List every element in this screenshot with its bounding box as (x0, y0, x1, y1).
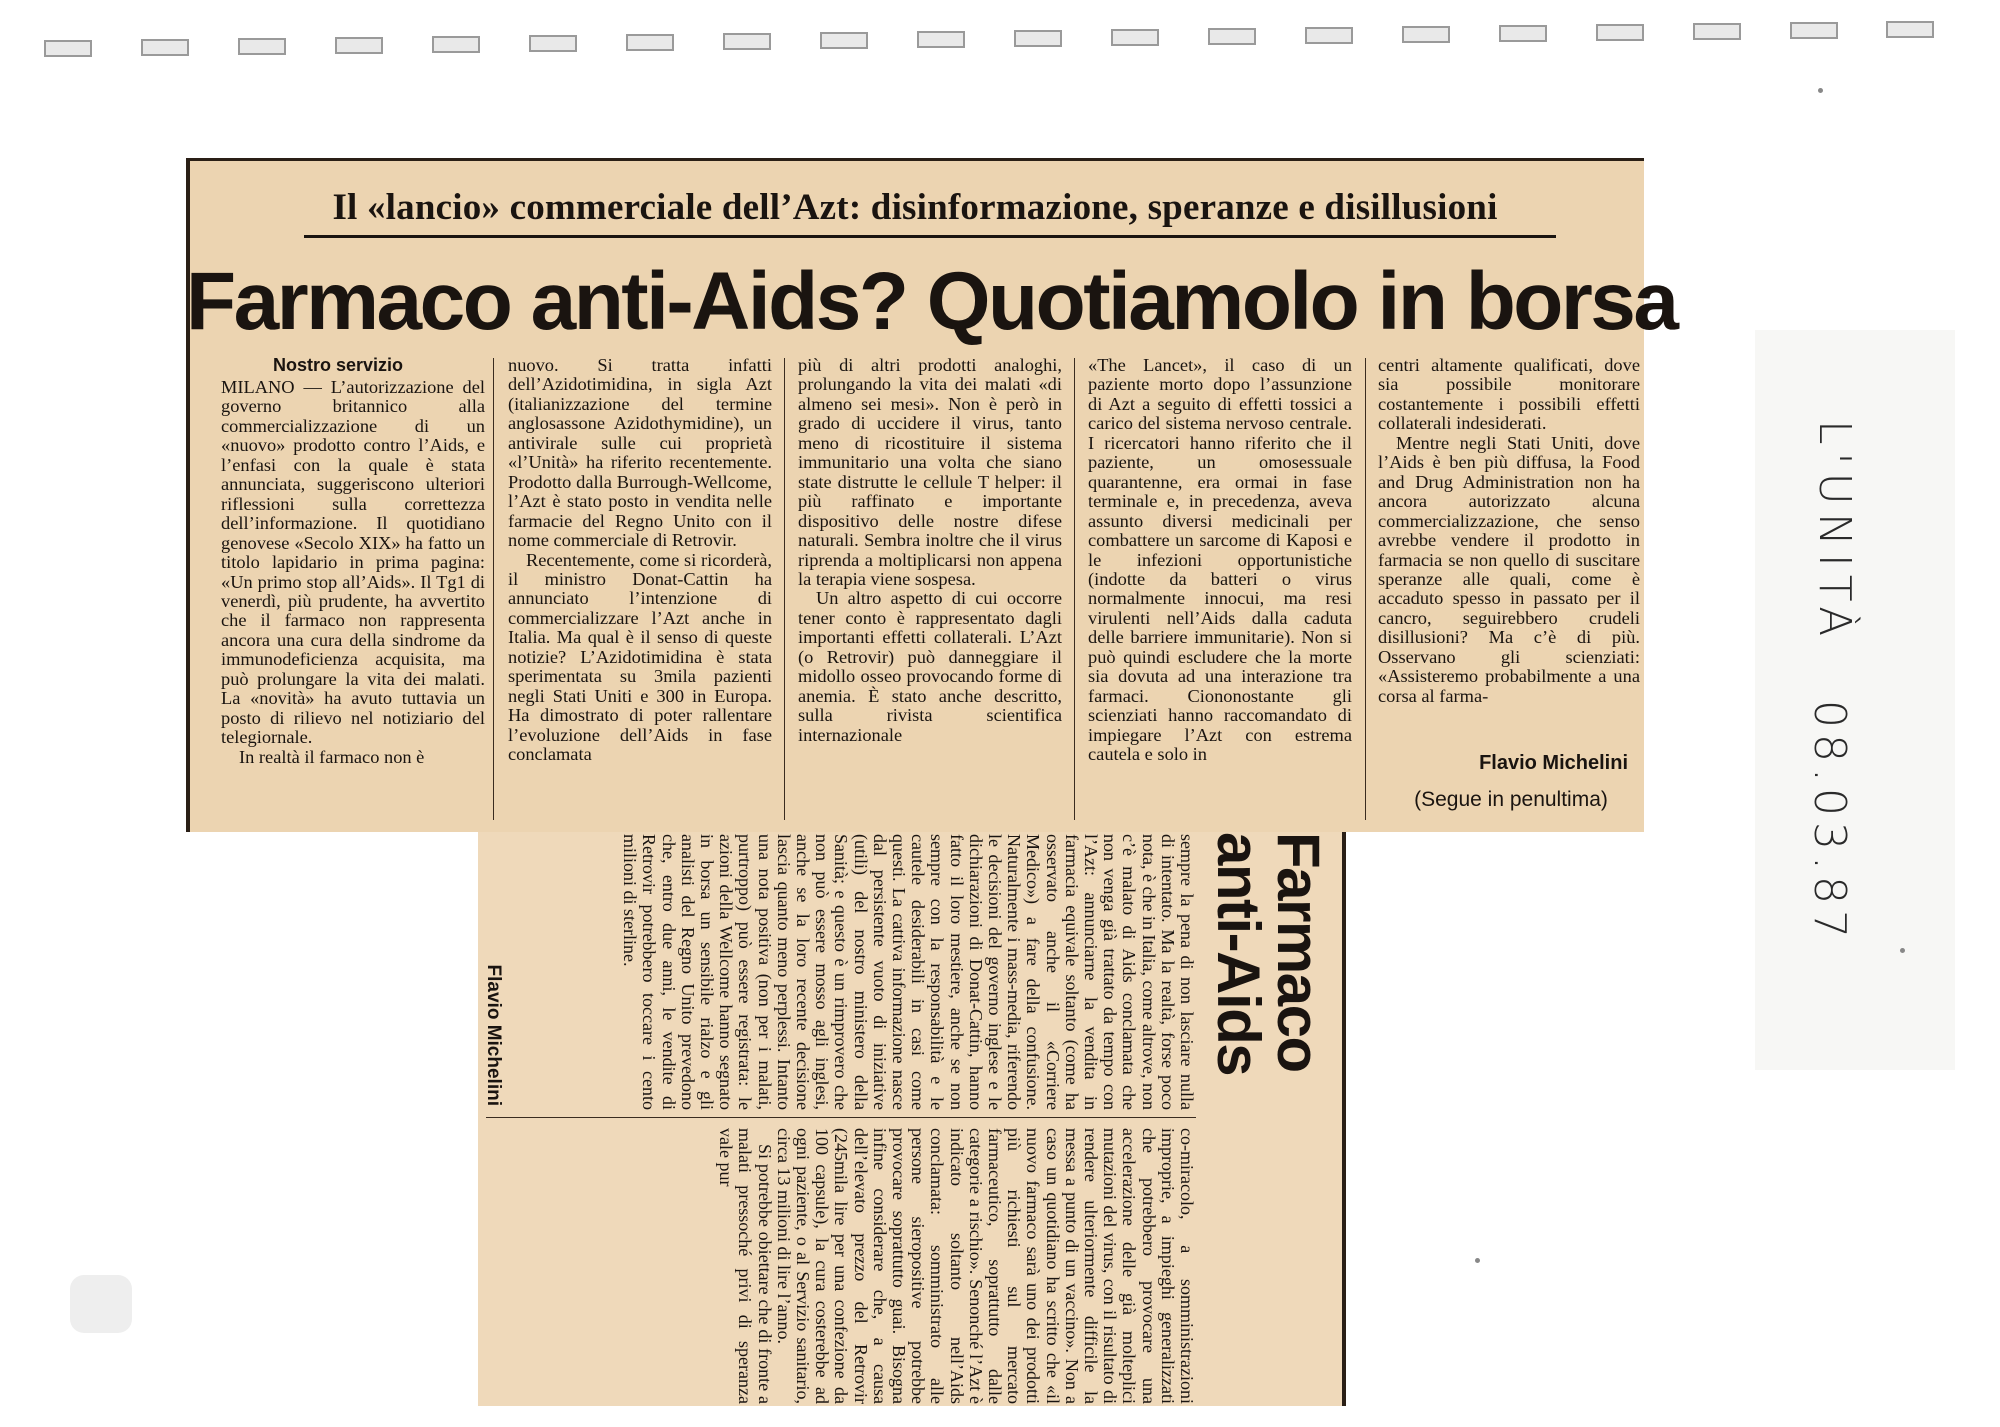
rotated-continuation (478, 832, 1346, 1406)
binder-hole (1886, 21, 1934, 38)
paragraph: «The Lancet», il caso di un paziente morto dopo l’assunzione di Azt a seguito di effetti tossici a carico del sistema nervoso centrale. I ricercatori hanno riferito che il paziente, un omosessuale quarantenne, era ormai in fase terminale e, in precedenza, aveva assunto diversi medicinali per combattere un sarcome di Kaposi e le infezioni opportunistiche (indotte da batteri o virus normalmente innocui, ma resi virulenti nell’Aids dalla caduta delle barriere immunitarie). Non si può quindi escludere che la morte sia dovuta ad una interazione tra farmaci. Ciononostante gli scienziati hanno raccomandato di impiegare l’Azt con estrema cautela e solo in (1088, 355, 1352, 765)
handwritten-date: 08.03.87 (1804, 700, 1855, 944)
paragraph: nuovo. Si tratta infatti dell’Azidotimidina, in sigla Azt (italianizzazione del termine anglosassone Azidothymidine), un antivirale sulle cui proprietà «l’Unità» ha riferito recentemente. Prodotto dalla Burrough-Wellcome, l’Azt è stato posto in vendita nelle farmacie del Regno Unito con il nome commerciale di Retrovir. (508, 355, 772, 551)
binder-hole (44, 40, 92, 57)
binder-hole (141, 39, 189, 56)
column-rule (1074, 358, 1075, 820)
binder-hole (1305, 27, 1353, 44)
binder-hole (1693, 23, 1741, 40)
article-column-2 (508, 356, 772, 765)
paragraph: MILANO — L’autorizzazione del governo britannico alla commercializzazione di un «nuovo» prodotto contro l’Aids, e l’enfasi con la quale è stata annunciata, suggeriscono ulteriori riflessioni sulla correttezza dell’informazione. Il quotidiano genovese «Secolo XIX» ha fatto un titolo lapidario in prima pagina: «Un primo stop all’Aids». Il Tg1 di venerdì, più prudente, ha avvertito che il farmaco non rappresenta ancora una cura della sindrome da immunodeficienza acquisita, ma può prolungare la vita dei malati. La «novità» ha avuto tuttavia un posto di rilievo nel notiziario del telegiornale. (221, 377, 485, 748)
binder-hole (723, 33, 771, 50)
paragraph: co-miracolo, a somministrazioni improprie, a impieghi generalizzati che potrebbero provocare una accelerazione delle già molteplici mutazioni del virus, con il risultato di rendere ulteriormente difficile la messa a punto di un vaccino». Non a caso un quotidiano ha scritto che «il nuovo farmaco sarà uno dei prodotti più richiesti sul mercato farmaceutico, soprattutto dalle categorie a rischio». Senonché l’Azt è indicato soltanto nell’Aids conclamata: somministrato alle persone sieropositive potrebbe provocare soprattutto guai. Bisogna infine considerare che, a causa dell’elevato prezzo del Retrovir (245mila lire per una confezione da 100 capsule), la cura costerebbe ad ogni paziente, o al Servizio sanitario, circa 13 milioni di lire l’anno. (773, 1128, 1197, 1404)
continuation-column-left (620, 834, 1196, 1110)
scan-dot (1818, 88, 1823, 93)
paragraph: Un altro aspetto di cui occorre tener conto è rappresentato dagli importanti effetti collaterali. L’Azt (o Retrovir) può danneggiare il midollo osseo provocando forme di anemia. È stato anche descritto, sulla rivista scientifica internazionale (798, 588, 1062, 745)
continuation-column-right (716, 1128, 1196, 1404)
article-kicker: Il «lancio» commerciale dell’Azt: disinformazione, speranze e disillusioni (332, 187, 1498, 228)
column-rule (486, 1117, 1196, 1118)
binder-hole (1402, 26, 1450, 43)
paragraph: Si potrebbe obiettare che di fronte a malati pressoché privi di speranza vale pur (716, 1128, 775, 1404)
kicker-underline (304, 235, 1556, 238)
binder-hole (1208, 28, 1256, 45)
binder-hole (1111, 29, 1159, 46)
handwritten-paper-name: L'UNITÀ (1809, 420, 1860, 645)
article-column-5 (1378, 356, 1640, 706)
article-column-3 (798, 356, 1062, 745)
column-rule (784, 358, 785, 820)
service-label: Nostro servizio (273, 355, 404, 375)
paragraph: più di altri prodotti analoghi, prolungando la vita dei malati «di almeno sei mesi». Non è però in grado di uccidere il virus, tanto meno di ricostituire il sistema immunitario una volta che siano state distrutte le cellule T helper: il più raffinato e importante dispositivo delle nostre difese naturali. Sembra inoltre che il virus riprenda a moltiplicarsi non appena la terapia viene sospesa. (798, 355, 1062, 589)
paragraph: Recentemente, come si ricorderà, il ministro Donat-Cattin ha annunciato l’intenzione di commercializzare l’Azt anche in Italia. Ma qual è il senso di queste notizie? L’Azidotimidina è stata sperimentata su 3mila pazienti negli Stati Uniti e 300 in Europa. Ha dimostrato di poter rallentare l’evoluzione dell’Aids in fase conclamata (508, 549, 772, 765)
continuation-headline-line1: Farmaco (1265, 832, 1332, 1072)
article-column-1 (221, 354, 485, 767)
binder-hole (238, 38, 286, 55)
binder-hole (1596, 24, 1644, 41)
top-rule (186, 158, 1644, 161)
binder-hole (1790, 22, 1838, 39)
scan-smudge (70, 1275, 132, 1333)
continued-note: (Segue in penultima) (1414, 788, 1608, 811)
paragraph: Mentre negli Stati Uniti, dove l’Aids è ben più diffusa, la Food and Drug Administration non ha ancora autorizzato alcuna commercializzazione, che senso avrebbe vendere il prodotto in farmacia se non quello di suscitare speranze alle quali, come è accaduto spesso in passato per il cancro, seguirebbero crudeli disillusioni? Ma c’è di più. Osservano gli scienziati: «Assisteremo probabilmente a una corsa al farma- (1378, 432, 1640, 706)
continuation-headline-line2: anti-Aids (1205, 832, 1272, 1076)
binder-hole (1014, 30, 1062, 47)
binder-hole (917, 31, 965, 48)
scan-dot (1900, 948, 1905, 953)
continuation-headline (1178, 832, 1346, 1406)
binder-hole (432, 36, 480, 53)
binder-hole (1499, 25, 1547, 42)
binder-hole (820, 32, 868, 49)
article-clipping-continuation (478, 832, 1346, 1406)
binder-strip (40, 16, 1940, 60)
article-clipping-main (186, 158, 1677, 832)
column-rule (493, 358, 494, 820)
continuation-byline: Flavio Michelini (483, 964, 504, 1106)
binder-hole (626, 34, 674, 51)
binder-hole (335, 37, 383, 54)
paragraph: sempre la pena di non lasciare nulla di intentato. Ma la realtà, forse poco nota, è che in Italia, come altrove, non c’è malato di Aids conclamata che non venga già trattato da tempo con l’Azt: annunciarne la vendita in farmacia equivale soltanto (come ha osservato anche il «Corriere Medico») a fare della confusione. Naturalmente i mass-media, riferendo le decisioni del governo inglese e le dichiarazioni di Donat-Cattin, hanno fatto il loro mestiere, anche se non sempre con la responsabilità e le cautele desiderabili in casi come questi. La cattiva informazione nasce dal persistente vuoto di iniziative (utili) del nostro ministero della Sanità; e questo è un rimprovero che non può essere mosso agli inglesi, anche se la loro recente decisione lascia quanto meno perplessi. Intanto una nota positiva (non per i malati, purtroppo) può essere registrata: le azioni della Wellcome hanno segnato in borsa un sensibile rialzo e gli analisti del Regno Unito prevedono che, entro due anni, le vendite di Retrovir potrebbero toccare i cento milioni di sterline. (620, 834, 1197, 1110)
paragraph: In realtà il farmaco non è (239, 746, 425, 767)
binder-hole (529, 35, 577, 52)
column-rule (1365, 358, 1366, 820)
paragraph: centri altamente qualificati, dove sia possibile monitorare costantemente i possibili effetti collaterali indesiderati. (1378, 355, 1640, 434)
article-headline: Farmaco anti-Aids? Quotiamolo in borsa (186, 256, 1677, 347)
article-byline: Flavio Michelini (1479, 752, 1628, 774)
article-column-4 (1088, 356, 1352, 765)
scan-dot (1475, 1258, 1480, 1263)
